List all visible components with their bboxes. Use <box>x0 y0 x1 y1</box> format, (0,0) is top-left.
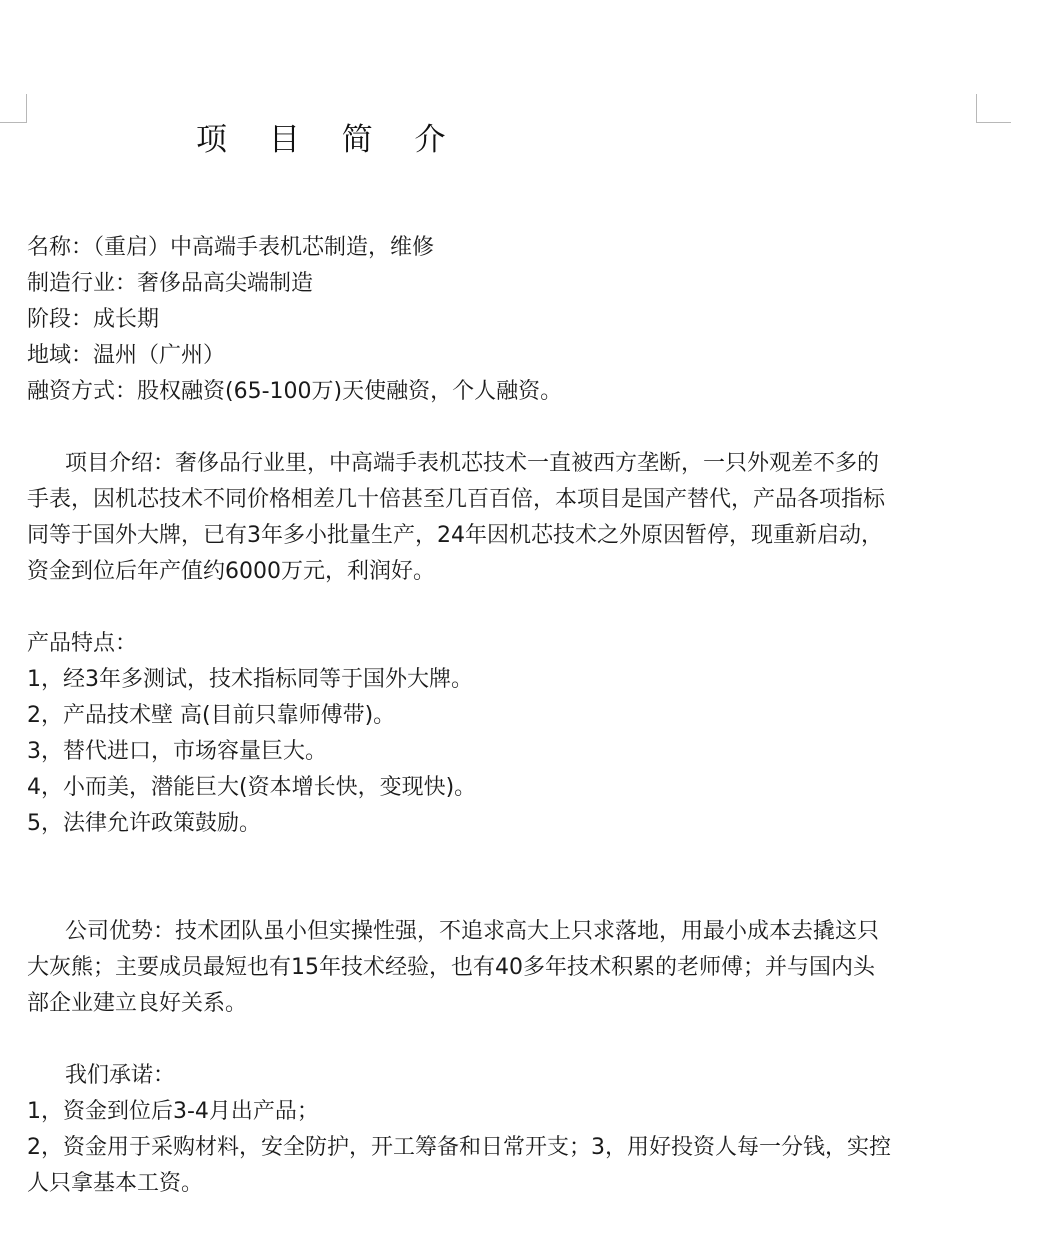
industry-line: 制造行业：奢侈品高尖端制造 <box>27 271 314 296</box>
promise-item: 1，资金到位后3-4月出产品； <box>27 1099 319 1124</box>
company-advantage-section <box>27 914 987 1022</box>
promise-item: 2，资金用于采购材料，安全防护，开工筹备和日常开支；3，用好投资人每一分钱，实控 <box>27 1135 891 1160</box>
company-advantage-line: 部企业建立良好关系。 <box>27 991 248 1016</box>
feature-item: 2，产品技术壁 高(目前只靠师傅带)。 <box>27 703 396 728</box>
document-body <box>27 230 987 1202</box>
stage-line: 阶段：成长期 <box>27 307 160 332</box>
page-corner-mark-left <box>0 94 27 123</box>
page-corner-mark-right <box>976 94 1011 123</box>
product-features-section <box>27 626 987 842</box>
project-name-line: 名称：（重启）中高端手表机芯制造，维修 <box>27 235 435 260</box>
feature-item: 1，经3年多测试，技术指标同等于国外大牌。 <box>27 667 473 692</box>
financing-line: 融资方式：股权融资(65-100万)天使融资，个人融资。 <box>27 379 563 404</box>
project-intro-line: 资金到位后年产值约6000万元，利润好。 <box>27 559 435 584</box>
project-intro-line: 同等于国外大牌，已有3年多小批量生产，24年因机芯技术之外原因暂停，现重新启动， <box>27 523 883 548</box>
project-intro-section <box>27 446 987 590</box>
promises-section <box>27 1058 987 1202</box>
basic-info-section <box>27 230 987 410</box>
feature-item: 3，替代进口，市场容量巨大。 <box>27 739 327 764</box>
feature-item: 5，法律允许政策鼓励。 <box>27 811 261 836</box>
promise-item: 人只拿基本工资。 <box>27 1171 204 1196</box>
product-features-heading: 产品特点： <box>27 631 138 656</box>
document-title: 项 目 简 介 <box>196 122 462 158</box>
region-line: 地域：温州（广州） <box>27 343 226 368</box>
project-intro-line: 项目介绍：奢侈品行业里，中高端手表机芯技术一直被西方垄断，一只外观差不多的 <box>65 451 880 476</box>
company-advantage-line: 公司优势：技术团队虽小但实操性强，不追求高大上只求落地，用最小成本去撬这只 <box>65 919 880 944</box>
company-advantage-line: 大灰熊；主要成员最短也有15年技术经验，也有40多年技术积累的老师傅；并与国内头 <box>27 955 875 980</box>
promises-heading: 我们承诺： <box>65 1063 176 1088</box>
feature-item: 4，小而美，潜能巨大(资本增长快，变现快)。 <box>27 775 477 800</box>
project-intro-line: 手表，因机芯技术不同价格相差几十倍甚至几百百倍，本项目是国产替代，产品各项指标 <box>27 487 886 512</box>
